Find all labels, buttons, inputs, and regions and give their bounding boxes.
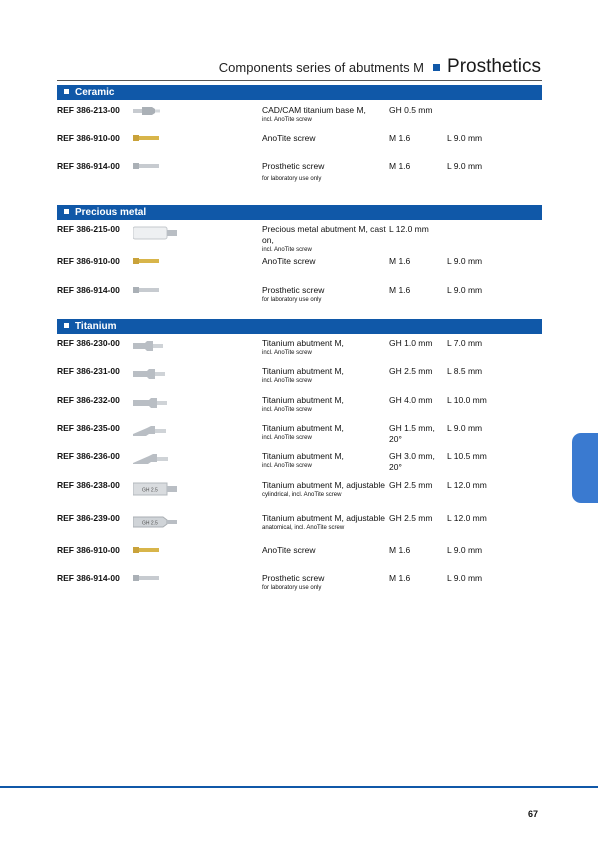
- length: L 9.0 mm: [447, 161, 483, 171]
- product-note: anatomical, incl. AnoTite screw: [262, 525, 345, 531]
- adjustable-abutment-image: [133, 482, 179, 496]
- product-note: incl. AnoTite screw: [262, 117, 312, 123]
- product-note: incl. AnoTite screw: [262, 350, 312, 356]
- product-description: AnoTite screw: [262, 256, 316, 266]
- ref-number: REF 386-213-00: [57, 105, 120, 115]
- titanium-abutment-image: [133, 368, 167, 380]
- length: L 7.0 mm: [447, 338, 483, 348]
- gingival-height: GH 1.0 mm: [389, 338, 433, 348]
- product-note: incl. AnoTite screw: [262, 463, 312, 469]
- product-note: incl. AnoTite screw: [262, 247, 312, 253]
- product-description: CAD/CAM titanium base M,: [262, 105, 366, 115]
- product-description: Prosthetic screw: [262, 573, 325, 583]
- gingival-height: GH 3.0 mm, 20°: [389, 451, 435, 472]
- ref-number: REF 386-914-00: [57, 161, 120, 171]
- thread-size: M 1.6: [389, 573, 411, 583]
- footer-rule: [0, 786, 598, 788]
- gingival-height: GH 1.5 mm, 20°: [389, 423, 435, 444]
- length: L 9.0 mm: [447, 545, 483, 555]
- section-title: Titanium: [75, 321, 117, 332]
- gingival-height: GH 2.5 mm: [389, 480, 433, 490]
- prosthetic-screw-image: [133, 575, 161, 581]
- bullet-square-icon: [64, 323, 69, 328]
- thread-size: M 1.6: [389, 285, 411, 295]
- anotite-screw-image: [133, 135, 161, 141]
- bullet-square-icon: [64, 209, 69, 214]
- section-header-titanium: [57, 319, 542, 334]
- angled-abutment-image: [133, 453, 171, 467]
- ref-number: REF 386-238-00: [57, 480, 120, 490]
- product-note: incl. AnoTite screw: [262, 435, 312, 441]
- prosthetic-screw-image: [133, 163, 161, 169]
- product-note: for laboratory use only: [262, 585, 322, 591]
- anotite-screw-image: [133, 547, 161, 553]
- length: L 12.0 mm: [447, 513, 487, 523]
- product-description: Titanium abutment M, adjustable: [262, 513, 385, 523]
- product-description: AnoTite screw: [262, 545, 316, 555]
- gingival-height: GH 4.0 mm: [389, 395, 433, 405]
- ref-number: REF 386-231-00: [57, 366, 120, 376]
- product-description: Titanium abutment M,: [262, 338, 344, 348]
- thread-size: M 1.6: [389, 133, 411, 143]
- page-header: [0, 56, 541, 78]
- length: L 10.0 mm: [447, 395, 487, 405]
- section-title: Precious metal: [75, 207, 147, 218]
- titanium-abutment-image: [133, 397, 169, 409]
- side-tab: [572, 433, 598, 503]
- anatomical-abutment-image: [133, 515, 179, 529]
- product-note: for laboratory use only: [262, 176, 322, 182]
- ref-number: REF 386-914-00: [57, 285, 120, 295]
- product-description: Titanium abutment M, adjustable: [262, 480, 385, 490]
- product-description: Titanium abutment M,: [262, 395, 344, 405]
- length: L 9.0 mm: [447, 256, 483, 266]
- gingival-height: GH 2.5 mm: [389, 366, 433, 376]
- ref-number: REF 386-236-00: [57, 451, 120, 461]
- ref-number: REF 386-239-00: [57, 513, 120, 523]
- product-note: cylindrical, incl. AnoTite screw: [262, 492, 342, 498]
- length: L 12.0 mm: [389, 224, 429, 234]
- length: L 9.0 mm: [447, 423, 483, 433]
- product-note: incl. AnoTite screw: [262, 407, 312, 413]
- length: L 12.0 mm: [447, 480, 487, 490]
- titanium-abutment-image: [133, 340, 165, 352]
- header-subtitle: Components series of abutments M: [218, 60, 425, 75]
- length: L 8.5 mm: [447, 366, 483, 376]
- gingival-height: GH 2.5 mm: [389, 513, 433, 523]
- product-description: Prosthetic screw: [262, 161, 325, 171]
- anotite-screw-image: [133, 258, 161, 264]
- length: L 9.0 mm: [447, 285, 483, 295]
- ref-number: REF 386-230-00: [57, 338, 120, 348]
- ref-number: REF 386-232-00: [57, 395, 120, 405]
- thread-size: M 1.6: [389, 161, 411, 171]
- cast-on-abutment-image: [133, 226, 179, 240]
- section-header-precious-metal: [57, 205, 542, 220]
- gingival-height: GH 0.5 mm: [389, 105, 433, 115]
- product-description: AnoTite screw: [262, 133, 316, 143]
- ref-number: REF 386-910-00: [57, 133, 120, 143]
- page-number: 67: [528, 809, 539, 819]
- ref-number: REF 386-235-00: [57, 423, 120, 433]
- abutment-label: GH 2.5: [142, 487, 158, 494]
- prosthetic-screw-image: [133, 287, 161, 293]
- product-note: incl. AnoTite screw: [262, 378, 312, 384]
- header-square-icon: [433, 64, 440, 71]
- length: L 9.0 mm: [447, 133, 483, 143]
- thread-size: M 1.6: [389, 256, 411, 266]
- product-description: Titanium abutment M,: [262, 366, 344, 376]
- ceramic-titanium-base-image: [133, 107, 161, 115]
- ref-number: REF 386-215-00: [57, 224, 120, 234]
- product-description: Precious metal abutment M, cast on,: [262, 224, 386, 245]
- ref-number: REF 386-910-00: [57, 545, 120, 555]
- section-title: Ceramic: [75, 87, 115, 98]
- product-description: Prosthetic screw: [262, 285, 325, 295]
- ref-number: REF 386-914-00: [57, 573, 120, 583]
- bullet-square-icon: [64, 89, 69, 94]
- section-header-ceramic: [57, 85, 542, 100]
- length: L 9.0 mm: [447, 573, 483, 583]
- ref-number: REF 386-910-00: [57, 256, 120, 266]
- header-rule: [57, 80, 542, 81]
- product-note: for laboratory use only: [262, 297, 322, 303]
- thread-size: M 1.6: [389, 545, 411, 555]
- product-description: Titanium abutment M,: [262, 423, 344, 433]
- angled-abutment-image: [133, 425, 169, 439]
- length: L 10.5 mm: [447, 451, 487, 461]
- product-description: Titanium abutment M,: [262, 451, 344, 461]
- abutment-label: GH 2.5: [142, 520, 158, 527]
- header-title: Prosthetics: [447, 56, 541, 77]
